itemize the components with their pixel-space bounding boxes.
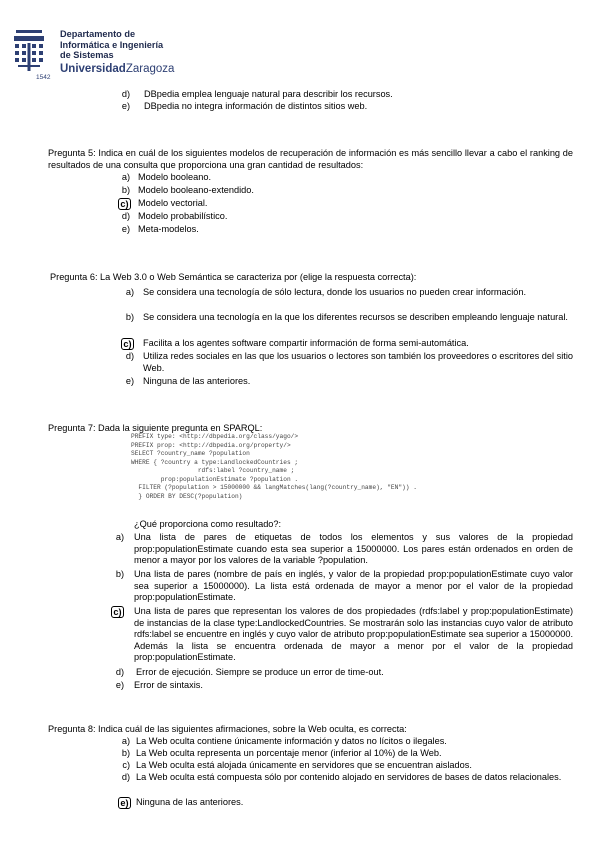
university-crest-icon: [12, 30, 46, 74]
department-name: Departamento de Informática e Ingeniería de Sistemas: [60, 29, 164, 61]
university-name: UniversidadZaragoza: [60, 63, 175, 75]
question-7-title: Pregunta 7: Dada la siguiente pregunta en SPARQL:: [48, 423, 263, 433]
selected-answer-marker: e): [118, 797, 131, 809]
question-7-prompt: ¿Qué proporciona como resultado?:: [134, 519, 282, 529]
sparql-code-block: PREFIX type: <http://dbpedia.org/class/yago/> PREFIX prop: <http://dbpedia.org/property/> SELECT ?country_name ?population WHERE { ?country a type:LandlockedCountries ; rdfs:label ?country_name ; prop:populationEstimate ?population . FILTER (?population > 15000000 && langMatches(lang(?country_name), "EN")) . } ORDER BY DESC(?population): [131, 433, 417, 500]
selected-answer-marker: c): [121, 338, 134, 350]
question-6-title: Pregunta 6: La Web 3.0 o Web Semántica se caracteriza por (elige la respuesta correcta):: [50, 272, 417, 282]
question-5-title: Pregunta 5: Indica en cuál de los siguientes modelos de recuperación de información es más sencillo llevar a cabo el ranking de resultados de una consulta que proporciona una gran cantidad de resultados:: [48, 148, 573, 170]
selected-answer-marker: c): [111, 606, 124, 618]
founding-year: 1542: [36, 74, 51, 81]
question-8-title: Pregunta 8: Indica cuál de las siguientes afirmaciones, sobre la Web oculta, es correcta:: [48, 724, 407, 734]
selected-answer-marker: c): [118, 198, 131, 210]
